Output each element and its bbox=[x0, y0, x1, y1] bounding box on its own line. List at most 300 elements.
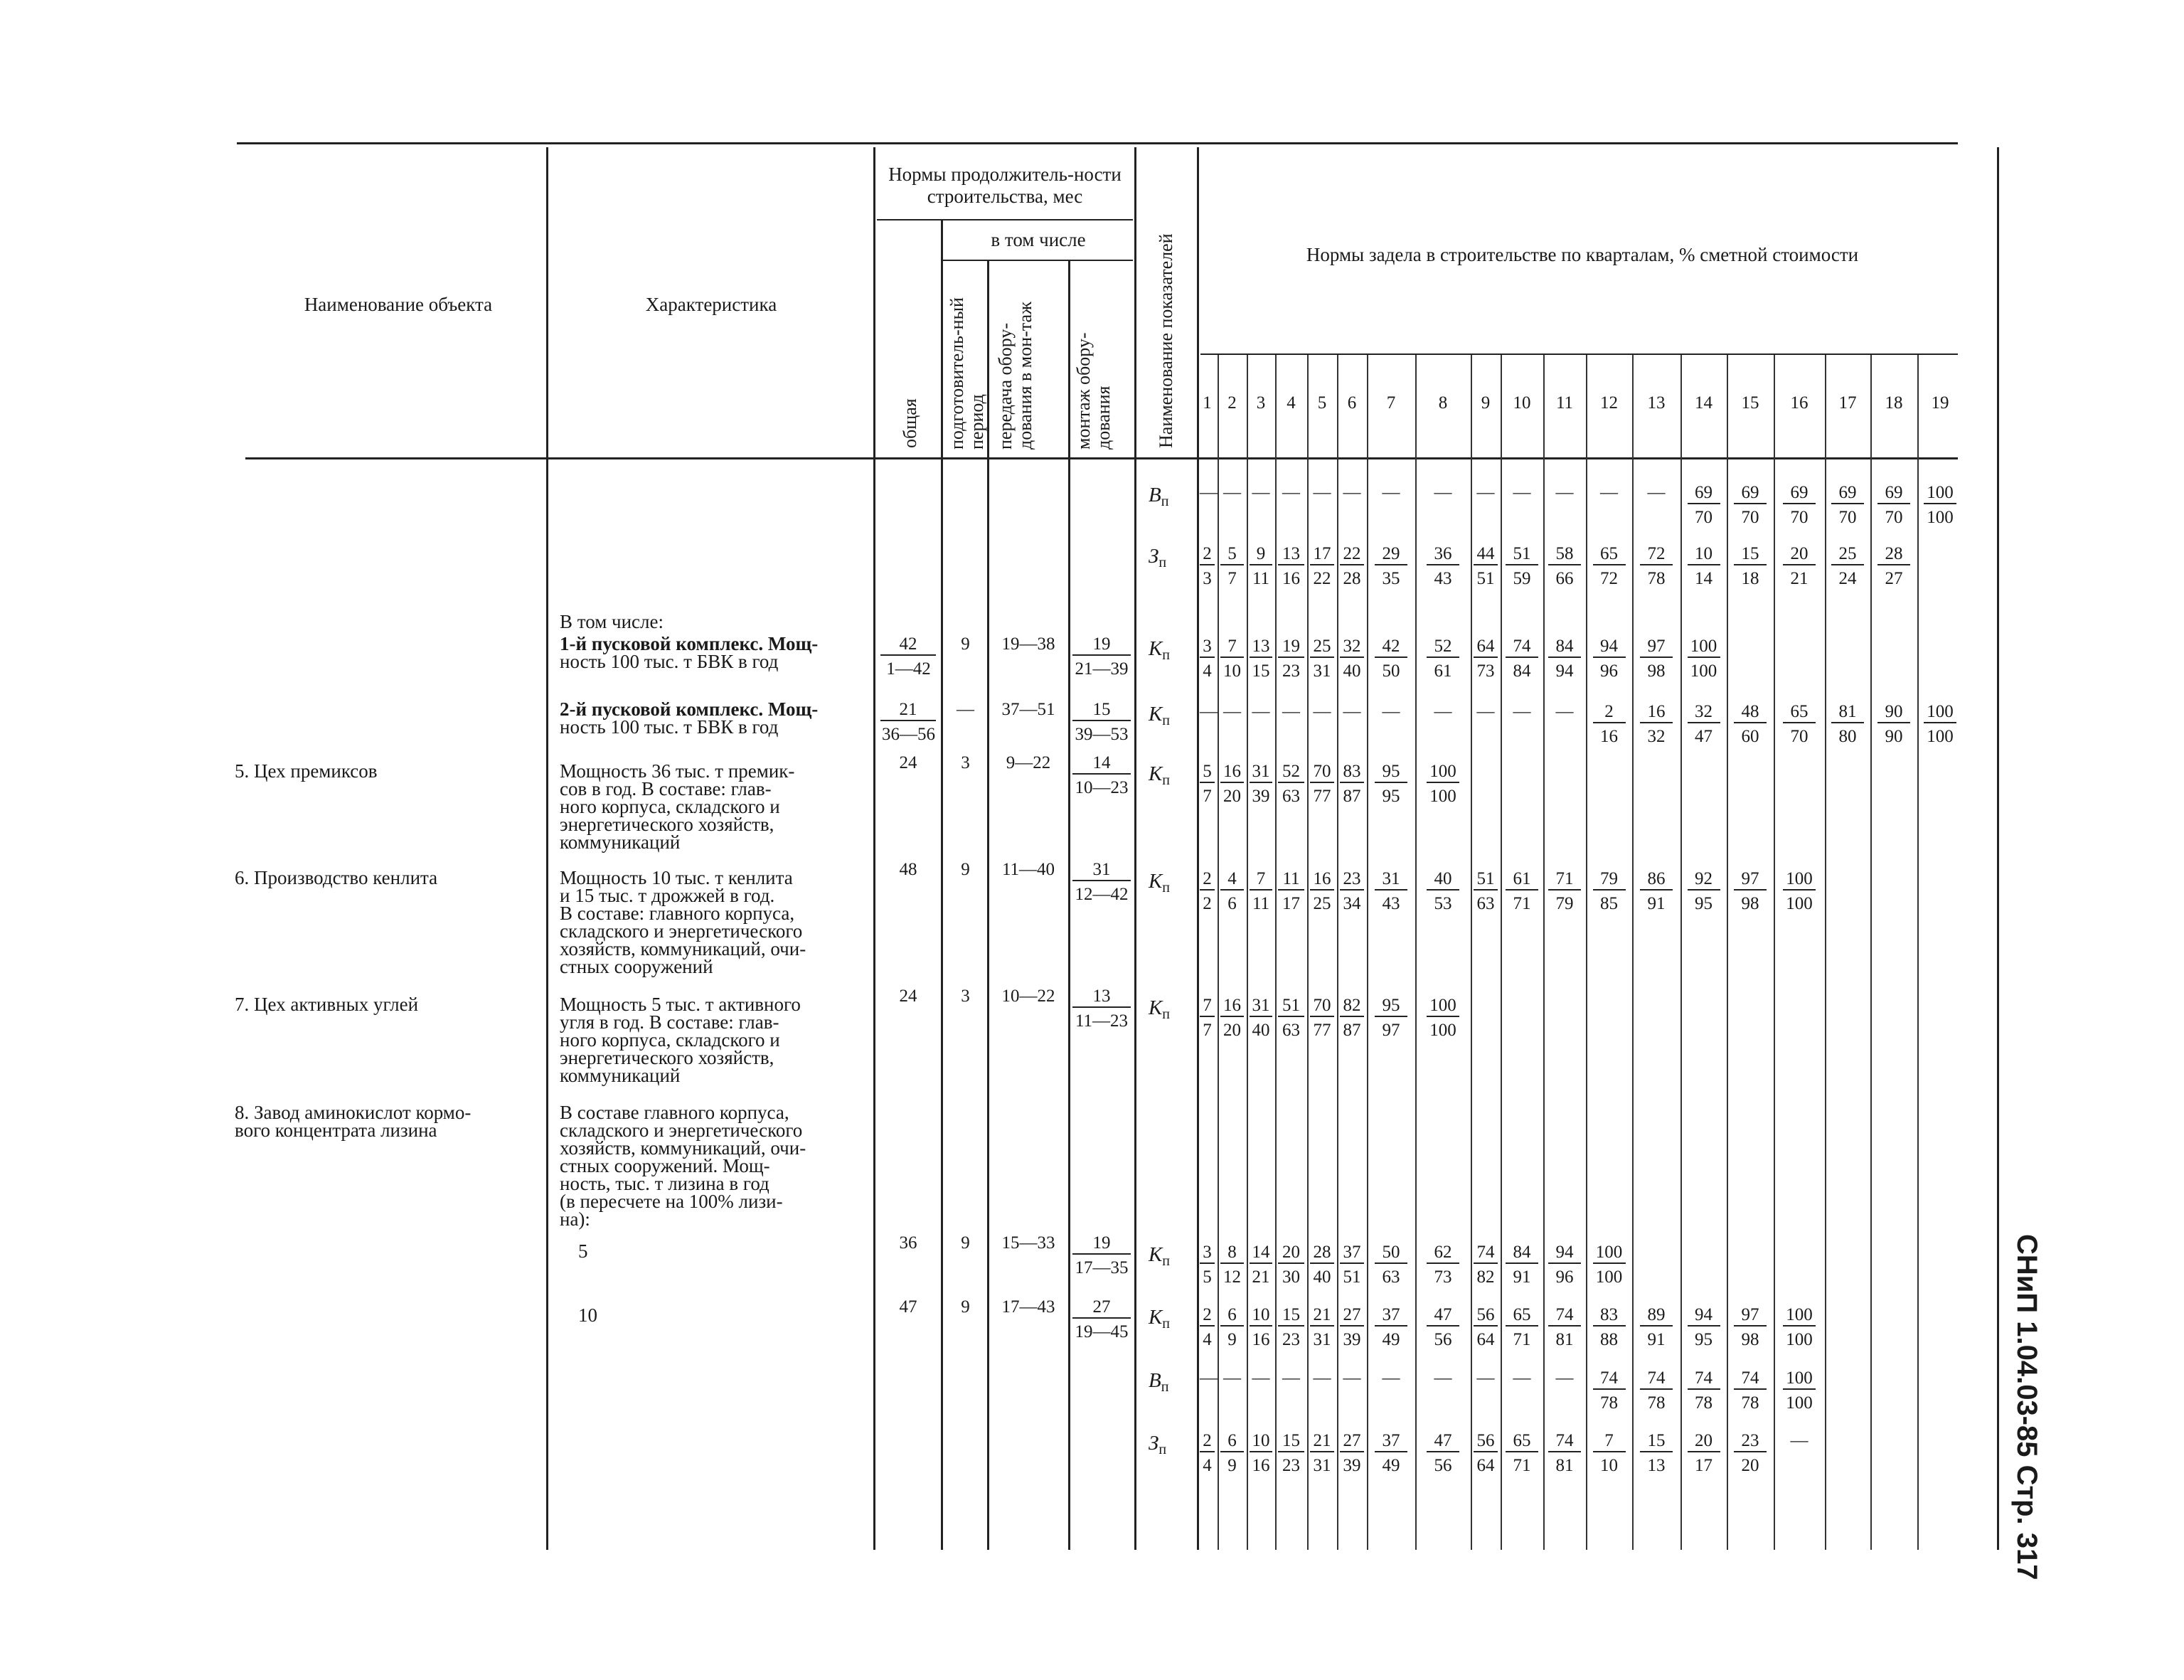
quarter-value-bottom: 39 bbox=[1343, 1330, 1361, 1349]
duration-total: 24 bbox=[899, 753, 917, 772]
quarter-value-top: 31 bbox=[1375, 869, 1407, 890]
duration-total-range: 1—42 bbox=[886, 659, 931, 679]
quarter-value-bottom: 32 bbox=[1647, 727, 1666, 746]
quarter-value-bottom: 77 bbox=[1313, 1021, 1331, 1040]
quarter-value-top: 94 bbox=[1593, 637, 1626, 658]
quarter-value-top: — bbox=[1282, 483, 1300, 502]
quarter-value-top: — bbox=[1343, 1368, 1361, 1388]
quarter-value-top: 100 bbox=[1783, 1368, 1816, 1390]
quarter-value-bottom: 91 bbox=[1513, 1267, 1531, 1287]
quarter-value-top: 22 bbox=[1340, 544, 1364, 565]
quarter-value-bottom: 100 bbox=[1927, 727, 1954, 746]
quarter-value-bottom: 23 bbox=[1282, 1330, 1300, 1349]
quarter-value-top: — bbox=[1555, 1368, 1574, 1388]
quarter-value-top: — bbox=[1223, 702, 1241, 721]
quarter-value-bottom: 23 bbox=[1282, 661, 1300, 681]
quarter-value-top: 19 bbox=[1278, 637, 1304, 658]
header-duration-norms bbox=[879, 164, 1131, 208]
duration-installation-range: 19—45 bbox=[1075, 1322, 1129, 1341]
duration-installation: 13 bbox=[1072, 987, 1131, 1008]
quarter-value-top: 58 bbox=[1548, 544, 1581, 565]
quarter-value-bottom: 53 bbox=[1434, 894, 1452, 913]
quarter-value-bottom: 47 bbox=[1695, 727, 1712, 746]
c5-line: энергетического хозяйств, bbox=[560, 814, 774, 835]
quarter-value-top: — bbox=[1382, 483, 1400, 502]
quarter-value-bottom: 16 bbox=[1282, 569, 1300, 588]
quarter-value-bottom: 16 bbox=[1252, 1456, 1270, 1475]
quarter-value-top: — bbox=[1223, 1368, 1241, 1388]
table-right-rule bbox=[1997, 147, 1999, 1550]
quarter-value-bottom: 87 bbox=[1343, 787, 1361, 806]
header-transfer-text: передача обору-дования в мон-таж bbox=[995, 302, 1035, 450]
quarter-number-16: 16 bbox=[1790, 393, 1809, 413]
quarter-value-top: 23 bbox=[1734, 1431, 1767, 1452]
duration-preparatory: 3 bbox=[961, 753, 970, 772]
quarter-value-bottom: 7 bbox=[1203, 787, 1212, 806]
quarter-value-top: 65 bbox=[1506, 1305, 1538, 1327]
duration-preparatory: 9 bbox=[961, 634, 970, 654]
col-line-indicator bbox=[1134, 147, 1136, 1550]
quarter-value-bottom: 100 bbox=[1429, 787, 1456, 806]
quarter-value-top: — bbox=[1434, 483, 1452, 502]
object-8-name-line1: 8. Завод аминокислот кормо- bbox=[235, 1102, 472, 1123]
indicator-label bbox=[1149, 637, 1170, 664]
quarter-col-line bbox=[1870, 355, 1872, 1550]
quarter-value-bottom: 61 bbox=[1434, 661, 1452, 681]
quarter-value-top: 86 bbox=[1640, 869, 1673, 890]
c7-line: коммуникаций bbox=[560, 1065, 681, 1086]
c5-line: ного корпуса, складского и bbox=[560, 796, 780, 817]
quarter-value-bottom: 24 bbox=[1838, 569, 1857, 588]
quarter-value-bottom: 70 bbox=[1838, 508, 1857, 527]
quarter-value-bottom: 87 bbox=[1343, 1021, 1361, 1040]
quarter-col-line bbox=[1415, 355, 1417, 1550]
quarter-value-top: 6 bbox=[1220, 1305, 1244, 1327]
quarter-value-top: 10 bbox=[1688, 544, 1720, 565]
quarter-value-top: 15 bbox=[1640, 1431, 1673, 1452]
duration-total-range: 36—56 bbox=[882, 725, 935, 744]
header-installation-text: монтаж обору-дования bbox=[1073, 332, 1114, 450]
quarter-value-bottom: 21 bbox=[1790, 569, 1809, 588]
quarter-value-bottom: 20 bbox=[1741, 1456, 1759, 1475]
quarter-value-bottom: 70 bbox=[1790, 508, 1809, 527]
quarter-value-top: 94 bbox=[1688, 1305, 1720, 1327]
quarter-value-top: 9 bbox=[1250, 544, 1272, 565]
quarter-value-bottom: 22 bbox=[1313, 569, 1331, 588]
quarter-value-bottom: 96 bbox=[1555, 1267, 1574, 1287]
duration-preparatory: 9 bbox=[961, 860, 970, 879]
duration-installation: 19 bbox=[1072, 1233, 1131, 1255]
quarter-value-top: 15 bbox=[1278, 1431, 1304, 1452]
quarter-value-top: 52 bbox=[1278, 762, 1304, 783]
quarter-col-line bbox=[1307, 355, 1309, 1550]
quarter-value-top: 89 bbox=[1640, 1305, 1673, 1327]
quarter-value-bottom: 18 bbox=[1741, 569, 1759, 588]
quarter-value-bottom: 17 bbox=[1695, 1456, 1712, 1475]
indicator-label bbox=[1149, 996, 1170, 1023]
quarter-value-top: 97 bbox=[1734, 869, 1767, 890]
complex1-line1: 1-й пусковой комплекс. Мощ- bbox=[560, 633, 819, 654]
duration-transfer: 11—40 bbox=[1001, 860, 1055, 879]
duration-total: 24 bbox=[899, 987, 917, 1006]
quarter-col-line bbox=[1275, 355, 1277, 1550]
col-line-duration bbox=[873, 147, 875, 1550]
document-side-label: СНиП 1.04.03-85 Стр. 317 bbox=[2011, 1234, 2042, 1580]
quarter-value-top: — bbox=[1313, 1368, 1331, 1388]
quarter-value-bottom: 4 bbox=[1203, 1456, 1212, 1475]
quarter-value-top: 11 bbox=[1278, 869, 1304, 890]
quarter-value-top: 10 bbox=[1250, 1431, 1272, 1452]
quarter-value-bottom: 70 bbox=[1695, 508, 1712, 527]
c7-line: ного корпуса, складского и bbox=[560, 1029, 780, 1051]
quarter-value-bottom: 15 bbox=[1252, 661, 1270, 681]
indicator-subscript: п bbox=[1158, 555, 1167, 570]
indicator-letter: В bbox=[1149, 1369, 1161, 1392]
quarter-value-top: 97 bbox=[1734, 1305, 1767, 1327]
indicator-label bbox=[1149, 762, 1170, 789]
quarter-value-top: 100 bbox=[1783, 869, 1816, 890]
quarter-value-bottom: 31 bbox=[1313, 1330, 1331, 1349]
duration-transfer: 17—43 bbox=[1001, 1297, 1055, 1317]
header-including: в том числе bbox=[991, 229, 1086, 250]
quarter-value-bottom: 10 bbox=[1600, 1456, 1618, 1475]
quarter-value-bottom: 91 bbox=[1647, 894, 1666, 913]
quarter-value-bottom: 70 bbox=[1741, 508, 1759, 527]
quarter-value-bottom: 23 bbox=[1282, 1456, 1300, 1475]
duration-preparatory: — bbox=[957, 700, 974, 719]
quarter-value-top: — bbox=[1555, 702, 1574, 721]
quarter-value-bottom: 100 bbox=[1786, 1393, 1813, 1413]
duration-installation: 27 bbox=[1072, 1297, 1131, 1319]
quarter-value-top: 100 bbox=[1427, 996, 1459, 1017]
quarter-value-top: 17 bbox=[1310, 544, 1334, 565]
quarter-value-top: 2 bbox=[1200, 1305, 1215, 1327]
quarter-value-bottom: 31 bbox=[1313, 661, 1331, 681]
quarter-value-top: 65 bbox=[1593, 544, 1626, 565]
duration-transfer: 15—33 bbox=[1001, 1233, 1055, 1253]
c7-line: энергетического хозяйств, bbox=[560, 1047, 774, 1068]
duration-installation: 15 bbox=[1072, 700, 1131, 721]
quarter-value-top: 15 bbox=[1278, 1305, 1304, 1327]
quarter-value-bottom: 95 bbox=[1695, 894, 1712, 913]
quarter-value-top: — bbox=[1476, 702, 1495, 721]
duration-installation-range: 17—35 bbox=[1075, 1258, 1129, 1277]
quarter-value-top: 74 bbox=[1548, 1305, 1581, 1327]
quarter-value-bottom: 64 bbox=[1476, 1456, 1495, 1475]
quarter-value-bottom: 90 bbox=[1885, 727, 1903, 746]
quarter-value-bottom: 70 bbox=[1790, 727, 1809, 746]
quarter-value-top: — bbox=[1647, 483, 1666, 502]
quarter-number-3: 3 bbox=[1256, 393, 1266, 413]
quarter-value-top: 2 bbox=[1200, 544, 1215, 565]
quarter-value-top: 61 bbox=[1506, 869, 1538, 890]
quarter-value-top: 70 bbox=[1310, 762, 1334, 783]
quarter-value-bottom: 77 bbox=[1313, 787, 1331, 806]
duration-transfer: 9—22 bbox=[1006, 753, 1051, 772]
quarter-value-top: 15 bbox=[1734, 544, 1767, 565]
duration-installation-range: 12—42 bbox=[1075, 885, 1129, 904]
quarter-value-top: 7 bbox=[1200, 996, 1215, 1017]
quarter-col-line bbox=[1917, 355, 1919, 1550]
quarter-value-top: 69 bbox=[1734, 483, 1767, 504]
c6-line: стных сооружений bbox=[560, 956, 713, 977]
duration-installation-range: 10—23 bbox=[1075, 778, 1129, 797]
quarter-value-top: 95 bbox=[1375, 762, 1407, 783]
object-5-name: 5. Цех премиксов bbox=[235, 760, 378, 782]
quarter-value-top: 32 bbox=[1340, 637, 1364, 658]
quarter-value-top: 7 bbox=[1250, 869, 1272, 890]
quarter-number-8: 8 bbox=[1438, 393, 1448, 413]
quarter-value-bottom: 78 bbox=[1741, 1393, 1759, 1413]
quarter-value-top: 16 bbox=[1310, 869, 1334, 890]
c8-line: В составе главного корпуса, bbox=[560, 1102, 789, 1123]
quarter-value-top: 36 bbox=[1427, 544, 1459, 565]
quarter-value-top: 7 bbox=[1220, 637, 1244, 658]
quarter-value-bottom: 13 bbox=[1647, 1456, 1666, 1475]
quarter-value-top: 20 bbox=[1783, 544, 1816, 565]
quarter-col-line bbox=[1586, 355, 1587, 1550]
duration-installation-range: 39—53 bbox=[1075, 725, 1129, 744]
header-object-name: Наименование объекта bbox=[304, 294, 493, 315]
indicator-label bbox=[1149, 703, 1170, 729]
header-total: общая bbox=[900, 398, 920, 448]
indicator-subscript: п bbox=[1162, 772, 1170, 788]
quarter-value-bottom: 40 bbox=[1313, 1267, 1331, 1287]
quarter-col-line bbox=[1471, 355, 1472, 1550]
quarter-value-top: 74 bbox=[1734, 1368, 1767, 1390]
quarter-value-top: 56 bbox=[1474, 1305, 1498, 1327]
quarter-value-top: 2 bbox=[1200, 869, 1215, 890]
quarter-value-bottom: 79 bbox=[1555, 894, 1574, 913]
quarter-value-bottom: 17 bbox=[1282, 894, 1300, 913]
quarter-value-top: — bbox=[1434, 1368, 1452, 1388]
capacity-10: 10 bbox=[578, 1304, 597, 1326]
duration-total: 21 bbox=[880, 700, 936, 721]
quarter-value-top: 13 bbox=[1250, 637, 1272, 658]
quarter-value-top: 37 bbox=[1375, 1305, 1407, 1327]
quarter-value-bottom: 98 bbox=[1647, 661, 1666, 681]
duration-installation: 31 bbox=[1072, 860, 1131, 881]
quarter-value-top: 100 bbox=[1688, 637, 1720, 658]
header-preparatory bbox=[947, 286, 987, 450]
quarter-value-top: 2 bbox=[1200, 1431, 1215, 1452]
quarter-value-top: 65 bbox=[1506, 1431, 1538, 1452]
indicator-label bbox=[1149, 1306, 1170, 1332]
quarter-value-top: 71 bbox=[1548, 869, 1581, 890]
quarter-value-top: 51 bbox=[1506, 544, 1538, 565]
quarter-number-19: 19 bbox=[1931, 393, 1949, 413]
quarter-col-line bbox=[1727, 355, 1728, 1550]
quarter-value-bottom: 100 bbox=[1786, 894, 1813, 913]
quarter-value-top: 65 bbox=[1783, 702, 1816, 723]
quarter-value-bottom: 71 bbox=[1513, 1330, 1531, 1349]
quarter-value-top: 74 bbox=[1474, 1243, 1498, 1264]
quarter-value-top: 79 bbox=[1593, 869, 1626, 890]
quarter-value-top: 72 bbox=[1640, 544, 1673, 565]
quarter-value-bottom: 96 bbox=[1600, 661, 1618, 681]
duration-transfer: 10—22 bbox=[1001, 987, 1055, 1006]
quarter-value-top: 48 bbox=[1734, 702, 1767, 723]
quarter-number-10: 10 bbox=[1513, 393, 1531, 413]
quarter-value-top: — bbox=[1282, 1368, 1300, 1388]
quarter-value-bottom: 82 bbox=[1476, 1267, 1495, 1287]
quarter-value-top: 4 bbox=[1220, 869, 1244, 890]
indicator-letter: К bbox=[1149, 870, 1163, 893]
c6-line: и 15 тыс. т дрожжей в год. bbox=[560, 885, 775, 906]
quarter-value-bottom: 34 bbox=[1343, 894, 1361, 913]
quarter-value-top: — bbox=[1343, 483, 1361, 502]
quarter-value-bottom: 4 bbox=[1203, 1330, 1212, 1349]
quarter-col-line bbox=[1774, 355, 1775, 1550]
quarter-value-top: — bbox=[1476, 483, 1495, 502]
c6-line: складского и энергетического bbox=[560, 920, 803, 942]
quarter-value-bottom: 20 bbox=[1223, 787, 1241, 806]
quarter-value-bottom: 16 bbox=[1600, 727, 1618, 746]
quarter-value-top: 100 bbox=[1783, 1305, 1816, 1327]
quarter-value-bottom: 9 bbox=[1227, 1330, 1237, 1349]
quarter-value-bottom: 50 bbox=[1382, 661, 1400, 681]
quarter-value-top: 100 bbox=[1924, 483, 1956, 504]
duration-transfer: 19—38 bbox=[1001, 634, 1055, 654]
indicator-letter: К bbox=[1149, 703, 1163, 725]
quarter-value-bottom: 100 bbox=[1786, 1330, 1813, 1349]
c7-line: Мощность 5 тыс. т активного bbox=[560, 994, 801, 1015]
quarter-col-line bbox=[1247, 355, 1248, 1550]
quarter-value-bottom: 100 bbox=[1927, 508, 1954, 527]
capacity-5: 5 bbox=[578, 1240, 588, 1262]
quarter-value-bottom: 4 bbox=[1203, 661, 1212, 681]
object-7-name: 7. Цех активных углей bbox=[235, 994, 419, 1015]
quarter-value-top: — bbox=[1252, 483, 1270, 502]
quarter-value-bottom: 16 bbox=[1252, 1330, 1270, 1349]
header-bottom-rule bbox=[245, 457, 1958, 459]
quarter-value-top: 27 bbox=[1340, 1305, 1364, 1327]
quarter-value-top: 31 bbox=[1250, 762, 1272, 783]
duration-installation: 19 bbox=[1072, 634, 1131, 656]
quarter-value-bottom: 40 bbox=[1252, 1021, 1270, 1040]
quarter-value-bottom: 60 bbox=[1741, 727, 1759, 746]
quarter-value-top: — bbox=[1513, 483, 1531, 502]
col-line-quarters bbox=[1197, 147, 1199, 1550]
quarter-value-bottom: 84 bbox=[1513, 661, 1531, 681]
quarter-value-top: 16 bbox=[1220, 996, 1244, 1017]
quarter-value-top: 95 bbox=[1375, 996, 1407, 1017]
quarter-value-top: 51 bbox=[1278, 996, 1304, 1017]
quarter-value-top: 13 bbox=[1278, 544, 1304, 565]
quarter-value-top: 51 bbox=[1474, 869, 1498, 890]
quarter-value-top: 27 bbox=[1340, 1431, 1364, 1452]
quarter-value-top: 50 bbox=[1375, 1243, 1407, 1264]
quarter-value-bottom: 49 bbox=[1382, 1456, 1400, 1475]
quarter-value-top: 3 bbox=[1200, 1243, 1215, 1264]
quarter-value-top: 3 bbox=[1200, 637, 1215, 658]
quarter-value-bottom: 10 bbox=[1223, 661, 1241, 681]
c8-line: на): bbox=[560, 1208, 590, 1230]
c8-line: стных сооружений. Мощ- bbox=[560, 1155, 770, 1176]
quarter-number-2: 2 bbox=[1227, 393, 1237, 413]
c6-line: Мощность 10 тыс. т кенлита bbox=[560, 867, 793, 888]
duration-installation-range: 11—23 bbox=[1075, 1011, 1129, 1031]
quarter-number-14: 14 bbox=[1695, 393, 1712, 413]
quarter-value-top: 47 bbox=[1427, 1305, 1459, 1327]
quarter-value-bottom: 100 bbox=[1595, 1267, 1623, 1287]
quarter-value-top: 20 bbox=[1688, 1431, 1720, 1452]
quarter-number-18: 18 bbox=[1885, 393, 1903, 413]
quarter-value-top: 6 bbox=[1220, 1431, 1244, 1452]
indicator-subscript: п bbox=[1162, 1316, 1170, 1331]
c8-line: складского и энергетического bbox=[560, 1120, 803, 1141]
quarter-value-bottom: 73 bbox=[1434, 1267, 1452, 1287]
duration-preparatory: 9 bbox=[961, 1297, 970, 1317]
quarter-value-top: 69 bbox=[1783, 483, 1816, 504]
duration-installation: 14 bbox=[1072, 753, 1131, 775]
indicator-letter: З bbox=[1149, 1432, 1159, 1455]
duration-preparatory: 3 bbox=[961, 987, 970, 1006]
quarter-value-top: — bbox=[1790, 1431, 1809, 1450]
quarter-value-top: 83 bbox=[1340, 762, 1364, 783]
quarter-value-top: — bbox=[1600, 483, 1618, 502]
quarter-value-bottom: 97 bbox=[1382, 1021, 1400, 1040]
table-top-rule bbox=[237, 142, 1958, 144]
quarter-value-bottom: 78 bbox=[1647, 569, 1666, 588]
quarter-value-bottom: 56 bbox=[1434, 1456, 1452, 1475]
quarter-col-line bbox=[1632, 355, 1634, 1550]
object-6-name: 6. Производство кенлита bbox=[235, 867, 438, 888]
quarter-value-bottom: 59 bbox=[1513, 569, 1531, 588]
quarter-value-bottom: 28 bbox=[1343, 569, 1361, 588]
header-indicator: Наименование показателей bbox=[1156, 233, 1176, 448]
quarter-value-bottom: 9 bbox=[1227, 1456, 1237, 1475]
indicator-letter: З bbox=[1149, 545, 1159, 568]
quarter-value-top: 90 bbox=[1877, 702, 1910, 723]
header-transfer bbox=[996, 286, 1035, 450]
quarter-value-top: — bbox=[1223, 483, 1241, 502]
c8-line: (в пересчете на 100% лизи- bbox=[560, 1191, 783, 1212]
quarter-value-top: 52 bbox=[1427, 637, 1459, 658]
quarter-value-bottom: 98 bbox=[1741, 894, 1759, 913]
quarter-value-top: 25 bbox=[1831, 544, 1864, 565]
quarter-value-top: 74 bbox=[1688, 1368, 1720, 1390]
indicator-letter: К bbox=[1149, 762, 1163, 785]
quarter-value-top: 28 bbox=[1310, 1243, 1334, 1264]
header-installation bbox=[1074, 286, 1114, 450]
quarter-number-13: 13 bbox=[1647, 393, 1666, 413]
including-rule bbox=[942, 260, 1133, 261]
quarter-col-line bbox=[1337, 355, 1338, 1550]
quarter-value-top: 31 bbox=[1250, 996, 1272, 1017]
quarter-value-bottom: 6 bbox=[1227, 894, 1237, 913]
quarter-value-bottom: 51 bbox=[1343, 1267, 1361, 1287]
header-preparatory-text: подготовитель-ный период bbox=[947, 297, 987, 450]
complex2-line1: 2-й пусковой комплекс. Мощ- bbox=[560, 698, 819, 720]
quarter-value-top: 92 bbox=[1688, 869, 1720, 890]
col-line-prep bbox=[941, 219, 943, 1550]
quarter-value-bottom: 88 bbox=[1600, 1330, 1618, 1349]
quarter-value-bottom: 56 bbox=[1434, 1330, 1452, 1349]
quarter-value-top: 29 bbox=[1375, 544, 1407, 565]
duration-total: 42 bbox=[880, 634, 936, 656]
quarter-value-bottom: 91 bbox=[1647, 1330, 1666, 1349]
col-line-transfer bbox=[987, 260, 989, 1550]
complex1-line2: ность 100 тыс. т БВК в год bbox=[560, 651, 779, 672]
c8-line: ность, тыс. т лизина в год bbox=[560, 1173, 769, 1194]
c5-line: Мощность 36 тыс. т премик- bbox=[560, 760, 795, 782]
indicator-subscript: п bbox=[1162, 1006, 1170, 1022]
quarter-value-bottom: 78 bbox=[1695, 1393, 1712, 1413]
quarter-value-top: 7 bbox=[1593, 1431, 1626, 1452]
quarter-value-top: 94 bbox=[1548, 1243, 1581, 1264]
indicator-label bbox=[1149, 1243, 1170, 1270]
